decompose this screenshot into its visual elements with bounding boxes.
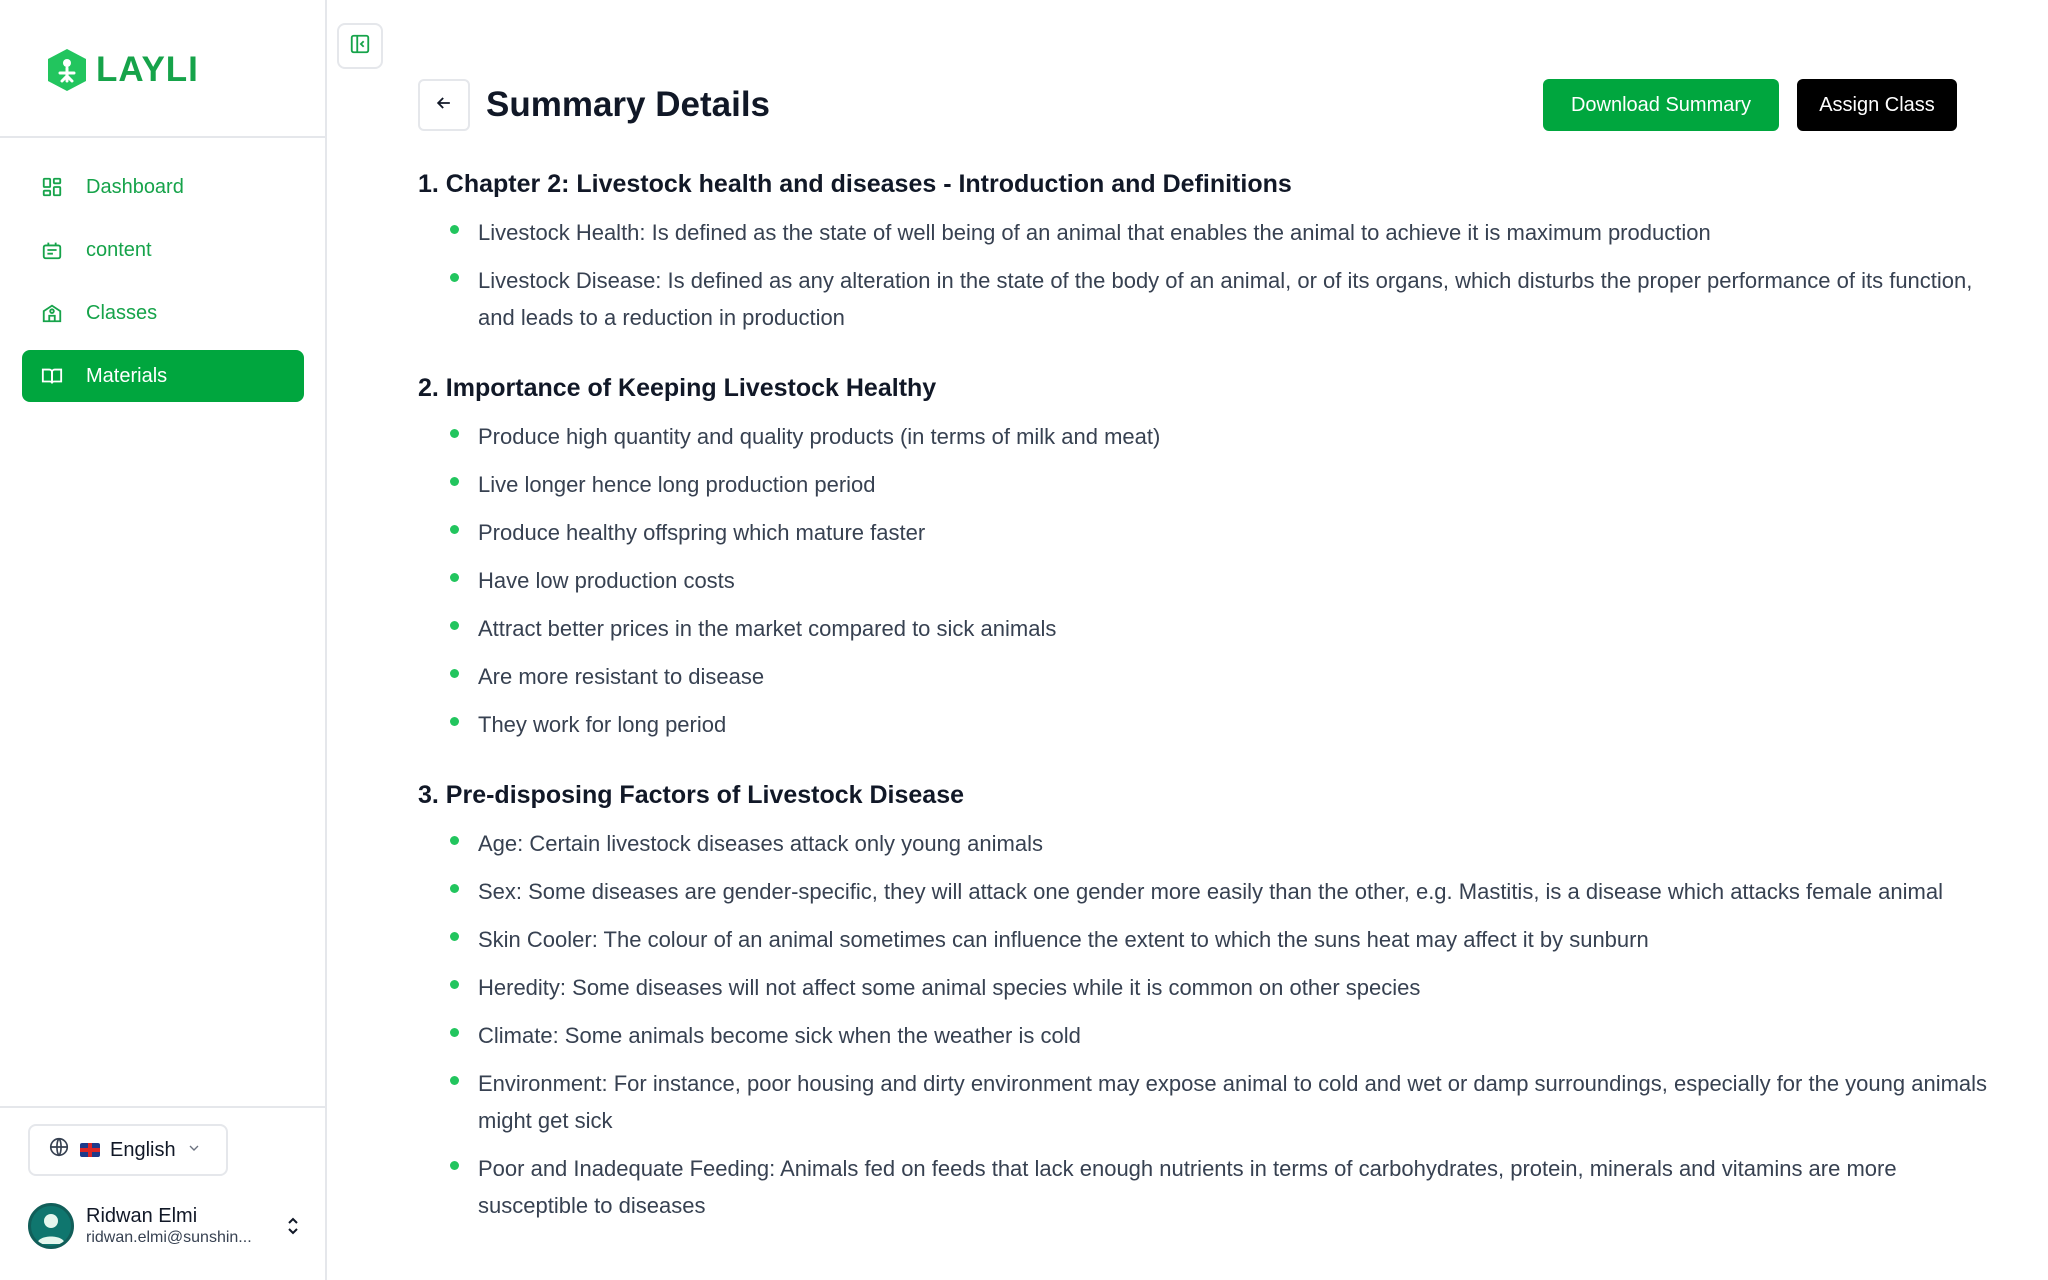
chevron-down-icon [186, 1139, 202, 1162]
user-info [86, 1204, 276, 1248]
language-label: English [110, 1138, 176, 1161]
sidebar-divider [0, 136, 325, 138]
user-menu[interactable] [28, 1202, 308, 1250]
list-item: Poor and Inadequate Feeding: Animals fed on feeds that lack enough nutrients in terms of carbohydrates, protein, minerals and vitamins are more susceptible to diseases [450, 1150, 1990, 1224]
list-item: They work for long period [450, 706, 1990, 743]
globe-icon [48, 1136, 70, 1164]
sidebar-item-dashboard[interactable] [22, 161, 304, 213]
list-item: Produce healthy offspring which mature faster [450, 514, 1990, 551]
sidebar [0, 0, 327, 1280]
list-item: Sex: Some diseases are gender-specific, they will attack one gender more easily than the other, e.g. Mastitis, is a disease which attacks female animal [450, 873, 1990, 910]
brand-name: LAYLI [96, 50, 199, 89]
user-name: Ridwan Elmi [86, 1205, 198, 1227]
sidebar-bottom-divider [0, 1106, 325, 1108]
chevron-up-down-icon[interactable] [284, 1214, 302, 1238]
list-item: Livestock Health: Is defined as the state of well being of an animal that enables the animal to achieve it is maximum production [450, 214, 1990, 251]
list-item: Skin Cooler: The colour of an animal sometimes can influence the extent to which the suns heat may affect it by sunburn [450, 921, 1990, 958]
language-select[interactable] [28, 1124, 228, 1176]
list-item: Heredity: Some diseases will not affect some animal species while it is common on other species [450, 969, 1990, 1006]
summary-content [418, 166, 1988, 1258]
list-item: Are more resistant to disease [450, 658, 1990, 695]
list-item: Have low production costs [450, 562, 1990, 599]
sidebar-item-label: content [86, 238, 152, 261]
sidebar-item-classes[interactable] [22, 287, 304, 339]
arrow-left-icon [434, 93, 454, 118]
panel-left-icon [349, 33, 371, 60]
sidebar-item-materials[interactable] [22, 350, 304, 402]
collapse-sidebar-button[interactable] [337, 23, 383, 69]
list-item: Age: Certain livestock diseases attack only young animals [450, 825, 1990, 862]
summary-section [418, 166, 1978, 336]
page-title: Summary Details [486, 85, 771, 124]
summary-section [418, 777, 1988, 1224]
sidebar-item-label: Materials [86, 364, 168, 387]
sidebar-item-label: Classes [86, 301, 158, 324]
book-icon [40, 364, 64, 388]
user-email: ridwan.elmi@sunshin... [86, 1229, 252, 1246]
dashboard-icon [40, 175, 64, 199]
bullet-list [418, 825, 1988, 1224]
list-item: Climate: Some animals become sick when the weather is cold [450, 1017, 1990, 1054]
school-icon [40, 301, 64, 325]
list-item: Produce high quantity and quality products (in terms of milk and meat) [450, 418, 1990, 455]
sidebar-item-label: Dashboard [86, 175, 184, 198]
back-button[interactable] [418, 79, 470, 131]
brand[interactable] [44, 48, 199, 92]
content-icon [40, 238, 64, 262]
download-summary-button[interactable]: Download Summary [1543, 79, 1779, 131]
list-item: Livestock Disease: Is defined as any alteration in the state of the body of an animal, or of its organs, which disturbs the proper performance of its function, and leads to a reduction in production [450, 262, 1990, 336]
page-header [418, 79, 1958, 131]
avatar [28, 1203, 74, 1249]
section-title: 1. Chapter 2: Livestock health and diseases - Introduction and Definitions [418, 170, 1292, 198]
assign-class-button[interactable]: Assign Class [1797, 79, 1957, 131]
sidebar-item-content[interactable] [22, 224, 304, 276]
bullet-list [418, 418, 1978, 743]
uk-flag-icon [80, 1143, 100, 1157]
sidebar-nav [22, 161, 304, 413]
summary-section [418, 370, 1978, 743]
section-title: 3. Pre-disposing Factors of Livestock Disease [418, 781, 965, 809]
list-item: Environment: For instance, poor housing and dirty environment may expose animal to cold and wet or damp surroundings, especially for the young animals might get sick [450, 1065, 1990, 1139]
layli-logo-icon [44, 47, 90, 93]
section-title: 2. Importance of Keeping Livestock Healthy [418, 374, 937, 402]
list-item: Attract better prices in the market compared to sick animals [450, 610, 1990, 647]
list-item: Live longer hence long production period [450, 466, 1990, 503]
bullet-list [418, 214, 1978, 336]
